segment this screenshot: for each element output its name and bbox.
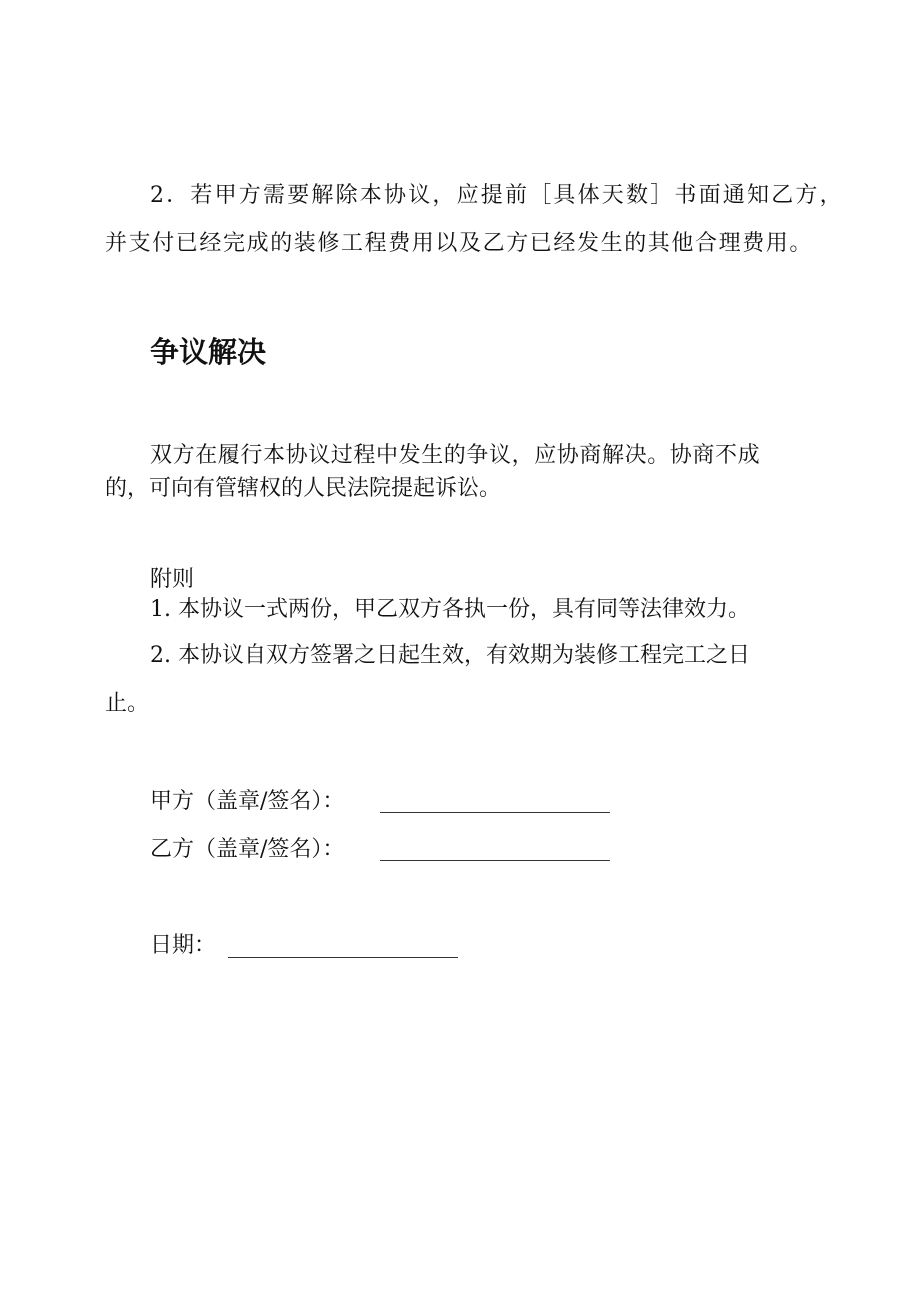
party-b-signature-line[interactable] <box>380 860 610 861</box>
date-label: 日期： <box>150 933 217 958</box>
dispute-clause-line-2: 的，可向有管辖权的人民法院提起诉讼。 <box>105 476 502 501</box>
appendix-heading: 附则 <box>150 567 195 592</box>
appendix-item-2-line-1: 2. 本协议自双方签署之日起生效，有效期为装修工程完工之日 <box>150 643 750 668</box>
party-a-signature-label: 甲方（盖章/签名）： <box>150 789 345 814</box>
termination-clause-line-2: 并支付已经完成的装修工程费用以及乙方已经发生的其他合理费用。 <box>105 231 814 256</box>
date-signature-line[interactable] <box>228 957 458 958</box>
appendix-item-2-line-2: 止。 <box>105 691 150 716</box>
dispute-clause-line-1: 双方在履行本协议过程中发生的争议，应协商解决。协商不成 <box>150 443 761 468</box>
appendix-item-1: 1. 本协议一式两份，甲乙双方各执一份，具有同等法律效力。 <box>150 597 750 622</box>
party-b-signature-label: 乙方（盖章/签名）： <box>150 837 345 862</box>
party-a-signature-line[interactable] <box>380 812 610 813</box>
termination-clause-line-1: 2．若甲方需要解除本协议，应提前［具体天数］书面通知乙方， <box>150 183 844 208</box>
dispute-section-heading: 争议解决 <box>150 335 267 369</box>
